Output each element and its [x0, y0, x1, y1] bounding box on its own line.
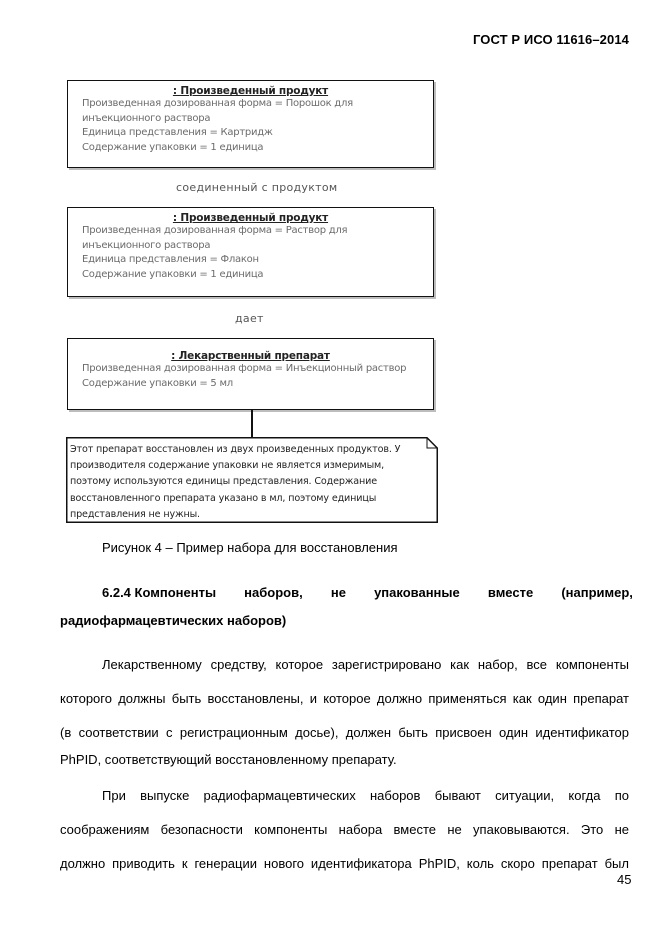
- box-attribute: Произведенная дозированная форма = Инъекционный раствор: [82, 363, 407, 374]
- note-connector-line: [251, 410, 253, 438]
- note-line: поэтому используются единицы представления. Содержание: [70, 476, 377, 488]
- note-text: [70, 442, 430, 523]
- paragraph-1-line: (в соответствии с регистрационным досье), должен быть присвоен один идентификатор: [60, 725, 629, 740]
- heading-word: 6.2.4 Компоненты: [102, 585, 217, 600]
- box-attribute: Содержание упаковки = 5 мл: [82, 377, 233, 389]
- paragraph-2-line: соображениям безопасности компоненты набора вместе не упаковываются. Это не: [60, 822, 629, 837]
- box-attribute: Произведенная дозированная форма = Порошок для: [82, 98, 353, 109]
- heading-word: (например,: [561, 585, 633, 600]
- heading-word: наборов,: [244, 585, 303, 600]
- heading-word: упакованные: [374, 585, 460, 600]
- box-attribute: Содержание упаковки = 1 единица: [82, 268, 264, 280]
- box-attribute: Содержание упаковки = 1 единица: [82, 141, 264, 153]
- section-heading-line-1: [102, 585, 633, 600]
- heading-word: не: [330, 585, 346, 600]
- box-title: : Произведенный продукт: [172, 212, 329, 224]
- manufactured-product-box-1: [67, 80, 434, 168]
- paragraph-1-line: Лекарственному средству, которое зарегистрировано как набор, все компоненты: [102, 657, 629, 672]
- box-title: : Произведенный продукт: [172, 85, 329, 97]
- box-attribute: инъекционного раствора: [82, 239, 211, 251]
- paragraph-2-line: должно приводить к генерации нового идентификатора PhPID, коль скоро препарат был: [60, 856, 629, 871]
- figure-caption: Рисунок 4 – Пример набора для восстановления: [102, 540, 398, 555]
- paragraph-1-line: которого должны быть восстановлены, и которое должно применяться как один препарат: [60, 691, 629, 706]
- note-line: восстановленного препарата указано в мл, поэтому единицы: [70, 492, 377, 504]
- standard-code-header: ГОСТ Р ИСО 11616–2014: [472, 32, 629, 47]
- explanatory-note: [66, 437, 438, 523]
- box-title: : Лекарственный препарат: [171, 350, 330, 362]
- paragraph-2-line: При выпуске радиофармацевтических наборов бывают ситуации, когда по: [102, 788, 629, 803]
- box-attribute: Единица представления = Флакон: [82, 254, 259, 265]
- note-line: Этот препарат восстановлен из двух произведенных продуктов. У: [70, 444, 401, 455]
- section-heading-line-2: радиофармацевтических наборов): [60, 613, 287, 628]
- box-attribute: инъекционного раствора: [82, 112, 211, 124]
- heading-word: вместе: [487, 585, 534, 600]
- relation-label-gives: дает: [235, 312, 264, 325]
- page-number: 45: [617, 872, 632, 887]
- paragraph-1-line: PhPID, соответствующий восстановленному препарату.: [60, 752, 397, 767]
- note-line: представления не нужны.: [70, 508, 200, 520]
- note-line: производителя содержание упаковки не является измеримым,: [70, 460, 385, 472]
- box-attribute: Произведенная дозированная форма = Раствор для: [82, 225, 348, 236]
- box-attribute: Единица представления = Картридж: [82, 127, 273, 138]
- relation-label-connected: соединенный с продуктом: [176, 181, 338, 194]
- manufactured-product-box-2: [67, 207, 434, 297]
- medicinal-product-box: [67, 338, 434, 410]
